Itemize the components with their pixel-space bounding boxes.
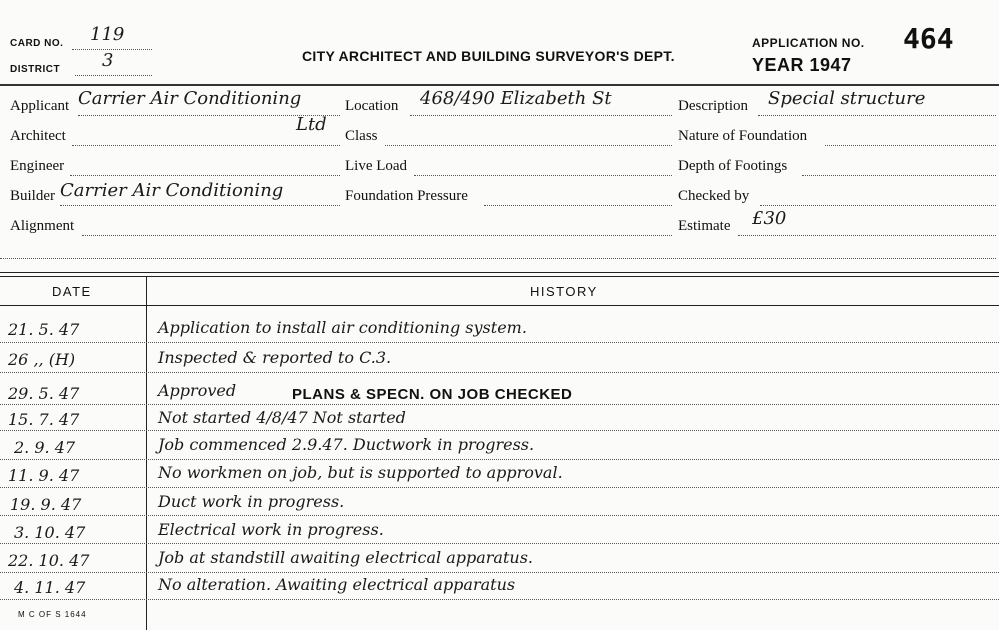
depth-of-footings-line — [802, 175, 996, 176]
application-no-value: 464 — [903, 22, 954, 55]
history-entry: Approved — [158, 381, 237, 400]
foundation-pressure-label: Foundation Pressure — [345, 188, 468, 204]
history-entry: Duct work in progress. — [158, 492, 345, 511]
builder-value: Carrier Air Conditioning — [60, 180, 284, 201]
checked-by-label: Checked by — [678, 188, 750, 204]
location-label: Location — [345, 98, 399, 114]
district-line — [75, 75, 152, 76]
row-rule — [0, 599, 999, 600]
history-date: 19. 9. 47 — [10, 495, 82, 514]
plans-checked-stamp: PLANS & SPECN. ON JOB CHECKED — [292, 386, 573, 403]
history-entry: No workmen on job, but is supported to approval. — [158, 463, 563, 482]
history-entry: Application to install air conditioning system. — [158, 318, 527, 337]
row-rule — [0, 404, 999, 405]
live-load-line — [414, 175, 672, 176]
applicant-value-cont: Ltd — [296, 114, 327, 135]
location-line — [410, 115, 672, 116]
form-code: M C OF S 1644 — [18, 610, 87, 619]
history-top-rule-2 — [0, 276, 999, 277]
row-rule — [0, 487, 999, 488]
date-header: DATE — [52, 284, 92, 299]
foundation-pressure-line — [484, 205, 672, 206]
engineer-line — [70, 175, 340, 176]
row-rule — [0, 459, 999, 460]
alignment-line — [82, 235, 672, 236]
history-header-rule — [0, 305, 999, 306]
row-rule — [0, 342, 999, 343]
row-rule — [0, 572, 999, 573]
fields-bottom-line — [0, 258, 996, 259]
row-rule — [0, 515, 999, 516]
history-date: 4. 11. 47 — [14, 578, 86, 597]
row-rule — [0, 430, 999, 431]
history-top-rule — [0, 272, 999, 273]
row-rule — [0, 543, 999, 544]
checked-by-line — [760, 205, 996, 206]
nature-of-foundation-label: Nature of Foundation — [678, 128, 808, 144]
history-date: 22. 10. 47 — [8, 551, 90, 570]
estimate-label: Estimate — [678, 218, 731, 234]
class-line — [385, 145, 672, 146]
description-value: Special structure — [768, 88, 926, 109]
history-entry: No alteration. Awaiting electrical apparatus — [158, 575, 516, 594]
history-entry: Not started 4/8/47 Not started — [158, 408, 406, 427]
description-label: Description — [678, 98, 748, 114]
department-title: CITY ARCHITECT AND BUILDING SURVEYOR'S DEPT. — [302, 48, 675, 64]
card-no-value: 119 — [90, 24, 125, 45]
engineer-label: Engineer — [10, 158, 65, 174]
history-header: HISTORY — [530, 284, 598, 299]
header-rule — [0, 84, 999, 86]
row-rule — [0, 372, 999, 373]
history-date: 26 ,, (H) — [8, 350, 76, 369]
architect-label: Architect — [10, 128, 66, 144]
date-column-divider — [146, 276, 147, 630]
history-entry: Inspected & reported to C.3. — [158, 348, 392, 367]
nature-of-foundation-line — [825, 145, 996, 146]
application-no-label: APPLICATION NO. — [752, 36, 865, 50]
district-label: DISTRICT — [10, 64, 61, 75]
history-date: 29. 5. 47 — [8, 384, 80, 403]
history-date: 2. 9. 47 — [14, 438, 76, 457]
history-entry: Electrical work in progress. — [158, 520, 384, 539]
history-date: 3. 10. 47 — [14, 523, 86, 542]
history-entry: Job commenced 2.9.47. Ductwork in progress. — [158, 435, 535, 454]
location-value: 468/490 Elizabeth St — [420, 88, 612, 109]
alignment-label: Alignment — [10, 218, 75, 234]
history-entry: Job at standstill awaiting electrical apparatus. — [158, 548, 533, 567]
year-label: YEAR 1947 — [752, 55, 852, 75]
card-no-label: CARD NO. — [10, 38, 64, 49]
builder-line — [60, 205, 340, 206]
history-date: 11. 9. 47 — [8, 466, 80, 485]
depth-of-footings-label: Depth of Footings — [678, 158, 788, 174]
live-load-label: Live Load — [345, 158, 408, 174]
history-date: 15. 7. 47 — [8, 410, 80, 429]
applicant-label: Applicant — [10, 98, 70, 114]
history-date: 21. 5. 47 — [8, 320, 80, 339]
estimate-value: £30 — [752, 208, 787, 229]
applicant-value: Carrier Air Conditioning — [78, 88, 302, 109]
estimate-line — [738, 235, 996, 236]
builder-label: Builder — [10, 188, 55, 204]
class-label: Class — [345, 128, 378, 144]
description-line — [758, 115, 996, 116]
architect-line — [72, 145, 340, 146]
district-value: 3 — [102, 50, 114, 71]
